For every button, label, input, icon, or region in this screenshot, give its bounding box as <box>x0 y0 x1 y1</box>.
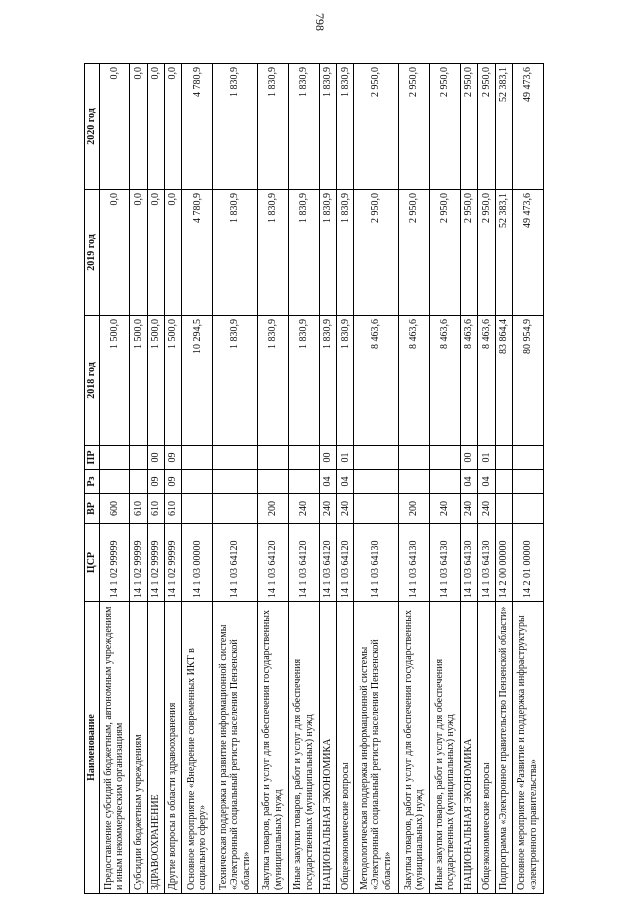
cell-2018: 1 830,9 <box>257 316 288 446</box>
cell-2018: 1 830,9 <box>213 316 258 446</box>
cell-pr <box>130 446 147 470</box>
cell-pr <box>182 446 213 470</box>
cell-rz: 09 <box>165 470 182 494</box>
header-vr: ВР <box>85 494 100 524</box>
table-row <box>288 64 319 894</box>
cell-pr <box>430 446 461 470</box>
cell-csr: 14 1 03 64130 <box>430 524 461 602</box>
cell-pr: 09 <box>165 446 182 470</box>
cell-rz <box>213 470 258 494</box>
cell-2020: 0,0 <box>147 64 164 190</box>
cell-2019: 1 830,9 <box>319 190 336 316</box>
cell-2018: 8 463,6 <box>430 316 461 446</box>
cell-2018: 1 500,0 <box>130 316 147 446</box>
cell-pr <box>399 446 430 470</box>
page-number: 798 <box>313 13 328 31</box>
cell-csr: 14 1 03 64130 <box>478 524 495 602</box>
budget-table-rotated <box>84 64 544 894</box>
cell-2019: 1 830,9 <box>337 190 354 316</box>
cell-2018: 8 463,6 <box>461 316 478 446</box>
cell-2018: 8 463,6 <box>478 316 495 446</box>
cell-2019: 0,0 <box>147 190 164 316</box>
cell-2018: 1 830,9 <box>288 316 319 446</box>
cell-name: Закупка товаров, работ и услуг для обеспечения государственных (муниципальных) нужд <box>257 602 288 894</box>
cell-pr: 01 <box>337 446 354 470</box>
cell-csr: 14 1 03 64120 <box>319 524 336 602</box>
table-row <box>257 64 288 894</box>
cell-csr: 14 1 03 64120 <box>213 524 258 602</box>
table-row <box>99 64 130 894</box>
cell-pr: 01 <box>478 446 495 470</box>
cell-rz <box>512 470 543 494</box>
cell-pr <box>512 446 543 470</box>
cell-vr <box>213 494 258 524</box>
cell-2019: 1 830,9 <box>257 190 288 316</box>
cell-2020: 0,0 <box>99 64 130 190</box>
table-row <box>354 64 399 894</box>
cell-vr: 610 <box>147 494 164 524</box>
cell-name: Техническая поддержка и развитие информационной системы «Электронный социальный регистр населения Пензенской области» <box>213 602 258 894</box>
cell-rz: 04 <box>319 470 336 494</box>
table-row <box>147 64 164 894</box>
cell-rz <box>399 470 430 494</box>
cell-name: Подпрограмма «Электронное правительство Пензенской области» <box>495 602 512 894</box>
cell-2019: 1 830,9 <box>288 190 319 316</box>
cell-2019: 1 830,9 <box>213 190 258 316</box>
cell-name: Закупка товаров, работ и услуг для обеспечения государственных (муниципальных) нужд <box>399 602 430 894</box>
header-2020: 2020 год <box>85 64 100 190</box>
cell-csr: 14 1 03 64120 <box>337 524 354 602</box>
cell-name: НАЦИОНАЛЬНАЯ ЭКОНОМИКА <box>461 602 478 894</box>
cell-name: Методологическая поддержка информационной системы «Электронный социальный регистр населения Пензенской области» <box>354 602 399 894</box>
cell-2020: 0,0 <box>130 64 147 190</box>
header-csr: ЦСР <box>85 524 100 602</box>
cell-2018: 80 954,9 <box>512 316 543 446</box>
cell-2018: 1 500,0 <box>147 316 164 446</box>
cell-name: Иные закупки товаров, работ и услуг для обеспечения государственных (муниципальных) нужд <box>430 602 461 894</box>
cell-name: ЗДРАВООХРАНЕНИЕ <box>147 602 164 894</box>
header-2018: 2018 год <box>85 316 100 446</box>
cell-name: Основное мероприятие «Внедрение современных ИКТ в социальную сферу» <box>182 602 213 894</box>
cell-name: Иные закупки товаров, работ и услуг для обеспечения государственных (муниципальных) нужд <box>288 602 319 894</box>
cell-2018: 8 463,6 <box>399 316 430 446</box>
cell-2020: 0,0 <box>165 64 182 190</box>
cell-2020: 2 950,0 <box>461 64 478 190</box>
cell-2018: 8 463,6 <box>354 316 399 446</box>
cell-rz: 09 <box>147 470 164 494</box>
cell-2020: 2 950,0 <box>399 64 430 190</box>
cell-pr <box>354 446 399 470</box>
cell-name: НАЦИОНАЛЬНАЯ ЭКОНОМИКА <box>319 602 336 894</box>
cell-csr: 14 1 02 99999 <box>130 524 147 602</box>
cell-2020: 49 473,6 <box>512 64 543 190</box>
cell-2020: 1 830,9 <box>319 64 336 190</box>
cell-pr: 00 <box>461 446 478 470</box>
header-rz: Рз <box>85 470 100 494</box>
cell-vr: 600 <box>99 494 130 524</box>
cell-2019: 2 950,0 <box>461 190 478 316</box>
cell-vr: 240 <box>288 494 319 524</box>
cell-rz: 04 <box>337 470 354 494</box>
cell-rz <box>430 470 461 494</box>
cell-2018: 10 294,5 <box>182 316 213 446</box>
cell-2019: 2 950,0 <box>399 190 430 316</box>
cell-vr: 200 <box>257 494 288 524</box>
cell-pr <box>495 446 512 470</box>
cell-rz <box>495 470 512 494</box>
cell-csr: 14 1 03 64120 <box>288 524 319 602</box>
cell-csr: 14 1 03 64120 <box>257 524 288 602</box>
cell-rz <box>354 470 399 494</box>
cell-2019: 49 473,6 <box>512 190 543 316</box>
cell-2019: 0,0 <box>130 190 147 316</box>
cell-vr: 200 <box>399 494 430 524</box>
cell-2019: 0,0 <box>99 190 130 316</box>
cell-name: Субсидии бюджетным учреждениям <box>130 602 147 894</box>
header-pr: ПР <box>85 446 100 470</box>
cell-2020: 2 950,0 <box>478 64 495 190</box>
table-row <box>512 64 543 894</box>
cell-name: Общеэкономические вопросы <box>478 602 495 894</box>
cell-rz <box>182 470 213 494</box>
cell-vr: 240 <box>430 494 461 524</box>
cell-2020: 1 830,9 <box>288 64 319 190</box>
cell-2019: 2 950,0 <box>478 190 495 316</box>
table-row <box>399 64 430 894</box>
cell-csr: 14 2 00 00000 <box>495 524 512 602</box>
cell-2018: 1 500,0 <box>165 316 182 446</box>
cell-csr: 14 1 03 64130 <box>461 524 478 602</box>
cell-csr: 14 1 02 99999 <box>147 524 164 602</box>
table-row <box>182 64 213 894</box>
cell-rz <box>257 470 288 494</box>
table-row <box>478 64 495 894</box>
cell-2020: 2 950,0 <box>354 64 399 190</box>
cell-vr: 610 <box>165 494 182 524</box>
cell-pr: 00 <box>147 446 164 470</box>
cell-2020: 2 950,0 <box>430 64 461 190</box>
header-2019: 2019 год <box>85 190 100 316</box>
cell-2019: 4 780,9 <box>182 190 213 316</box>
cell-csr: 14 1 02 99999 <box>99 524 130 602</box>
cell-pr: 00 <box>319 446 336 470</box>
cell-2020: 1 830,9 <box>257 64 288 190</box>
cell-csr: 14 1 03 64130 <box>399 524 430 602</box>
header-name: Наименование <box>85 602 100 894</box>
table-row <box>495 64 512 894</box>
cell-name: Общеэкономические вопросы <box>337 602 354 894</box>
cell-2020: 1 830,9 <box>213 64 258 190</box>
cell-pr <box>99 446 130 470</box>
table-row <box>130 64 147 894</box>
cell-csr: 14 1 03 64130 <box>354 524 399 602</box>
cell-pr <box>213 446 258 470</box>
cell-2018: 83 864,4 <box>495 316 512 446</box>
cell-2019: 52 383,1 <box>495 190 512 316</box>
table-header-row <box>85 64 100 894</box>
cell-rz <box>99 470 130 494</box>
cell-2018: 1 830,9 <box>319 316 336 446</box>
cell-csr: 14 2 01 00000 <box>512 524 543 602</box>
cell-name: Предоставление субсидий бюджетным, автономным учреждениям и иным некоммерческим организациям <box>99 602 130 894</box>
table-row <box>165 64 182 894</box>
cell-2020: 52 383,1 <box>495 64 512 190</box>
table-row <box>319 64 336 894</box>
cell-vr <box>495 494 512 524</box>
cell-csr: 14 1 02 99999 <box>165 524 182 602</box>
cell-vr: 240 <box>478 494 495 524</box>
cell-vr: 610 <box>130 494 147 524</box>
cell-vr: 240 <box>337 494 354 524</box>
cell-vr: 240 <box>461 494 478 524</box>
budget-table <box>84 63 544 894</box>
table-row <box>461 64 478 894</box>
cell-rz: 04 <box>461 470 478 494</box>
cell-name: Основное мероприятие «Развитие и поддержка инфраструктуры «электронного правительства» <box>512 602 543 894</box>
cell-pr <box>288 446 319 470</box>
cell-2019: 2 950,0 <box>430 190 461 316</box>
cell-2018: 1 830,9 <box>337 316 354 446</box>
cell-2019: 2 950,0 <box>354 190 399 316</box>
table-row <box>213 64 258 894</box>
cell-vr <box>354 494 399 524</box>
cell-vr <box>182 494 213 524</box>
cell-rz <box>288 470 319 494</box>
cell-2019: 0,0 <box>165 190 182 316</box>
table-row <box>430 64 461 894</box>
cell-vr: 240 <box>319 494 336 524</box>
cell-rz <box>130 470 147 494</box>
table-row <box>337 64 354 894</box>
cell-name: Другие вопросы в области здравоохранения <box>165 602 182 894</box>
cell-pr <box>257 446 288 470</box>
cell-2020: 1 830,9 <box>337 64 354 190</box>
cell-rz: 04 <box>478 470 495 494</box>
cell-2018: 1 500,0 <box>99 316 130 446</box>
cell-csr: 14 1 03 00000 <box>182 524 213 602</box>
cell-vr <box>512 494 543 524</box>
cell-2020: 4 780,9 <box>182 64 213 190</box>
